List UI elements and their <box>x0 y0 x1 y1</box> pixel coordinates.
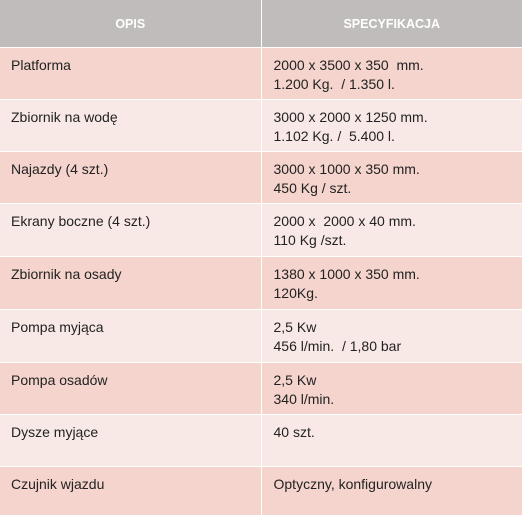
spec-line: 3000 x 2000 x 1250 mm. <box>273 109 428 125</box>
table-row <box>0 48 522 100</box>
cell-spec <box>261 152 522 204</box>
cell-opis: Zbiornik na wodę <box>0 100 261 152</box>
table-row <box>0 415 522 467</box>
cell-spec <box>261 257 522 310</box>
table-row <box>0 204 522 257</box>
cell-opis: Platforma <box>0 48 261 100</box>
cell-opis: Pompa myjąca <box>0 310 261 363</box>
spec-line: 2000 x 3500 x 350 mm. <box>273 57 424 73</box>
cell-opis: Pompa osadów <box>0 363 261 415</box>
cell-opis: Ekrany boczne (4 szt.) <box>0 204 261 257</box>
cell-spec <box>261 100 522 152</box>
spec-line: 40 szt. <box>273 424 315 440</box>
cell-spec <box>261 204 522 257</box>
table-row <box>0 363 522 415</box>
spec-line: 456 l/min. / 1,80 bar <box>273 338 402 354</box>
spec-line: 1.102 Kg. / 5.400 l. <box>273 128 395 144</box>
cell-opis: Dysze myjące <box>0 415 261 467</box>
spec-line: 340 l/min. <box>273 391 335 407</box>
cell-spec <box>261 467 522 516</box>
spec-line: 1380 x 1000 x 350 mm. <box>273 266 420 282</box>
spec-line: 2,5 Kw <box>273 319 317 335</box>
table-body <box>0 48 522 516</box>
spec-line: 2,5 Kw <box>273 372 317 388</box>
cell-opis: Najazdy (4 szt.) <box>0 152 261 204</box>
table-row <box>0 310 522 363</box>
spec-line: 110 Kg /szt. <box>273 232 347 248</box>
spec-line: 450 Kg / szt. <box>273 180 352 196</box>
header-row <box>0 0 522 48</box>
spec-line: Optyczny, konfigurowalny <box>273 476 432 492</box>
table-row <box>0 152 522 204</box>
cell-spec <box>261 48 522 100</box>
table-row <box>0 467 522 516</box>
cell-opis: Zbiornik na osady <box>0 257 261 310</box>
cell-spec <box>261 363 522 415</box>
spec-line: 120Kg. <box>273 285 318 301</box>
table-row <box>0 100 522 152</box>
spec-line: 3000 x 1000 x 350 mm. <box>273 161 420 177</box>
cell-opis: Czujnik wjazdu <box>0 467 261 516</box>
cell-spec <box>261 415 522 467</box>
column-header-specyfikacja: SPECYFIKACJA <box>261 0 522 48</box>
table-header <box>0 0 522 48</box>
cell-spec <box>261 310 522 363</box>
column-header-opis: OPIS <box>0 0 261 48</box>
spec-line: 1.200 Kg. / 1.350 l. <box>273 76 395 92</box>
spec-line: 2000 x 2000 x 40 mm. <box>273 213 416 229</box>
table-row <box>0 257 522 310</box>
